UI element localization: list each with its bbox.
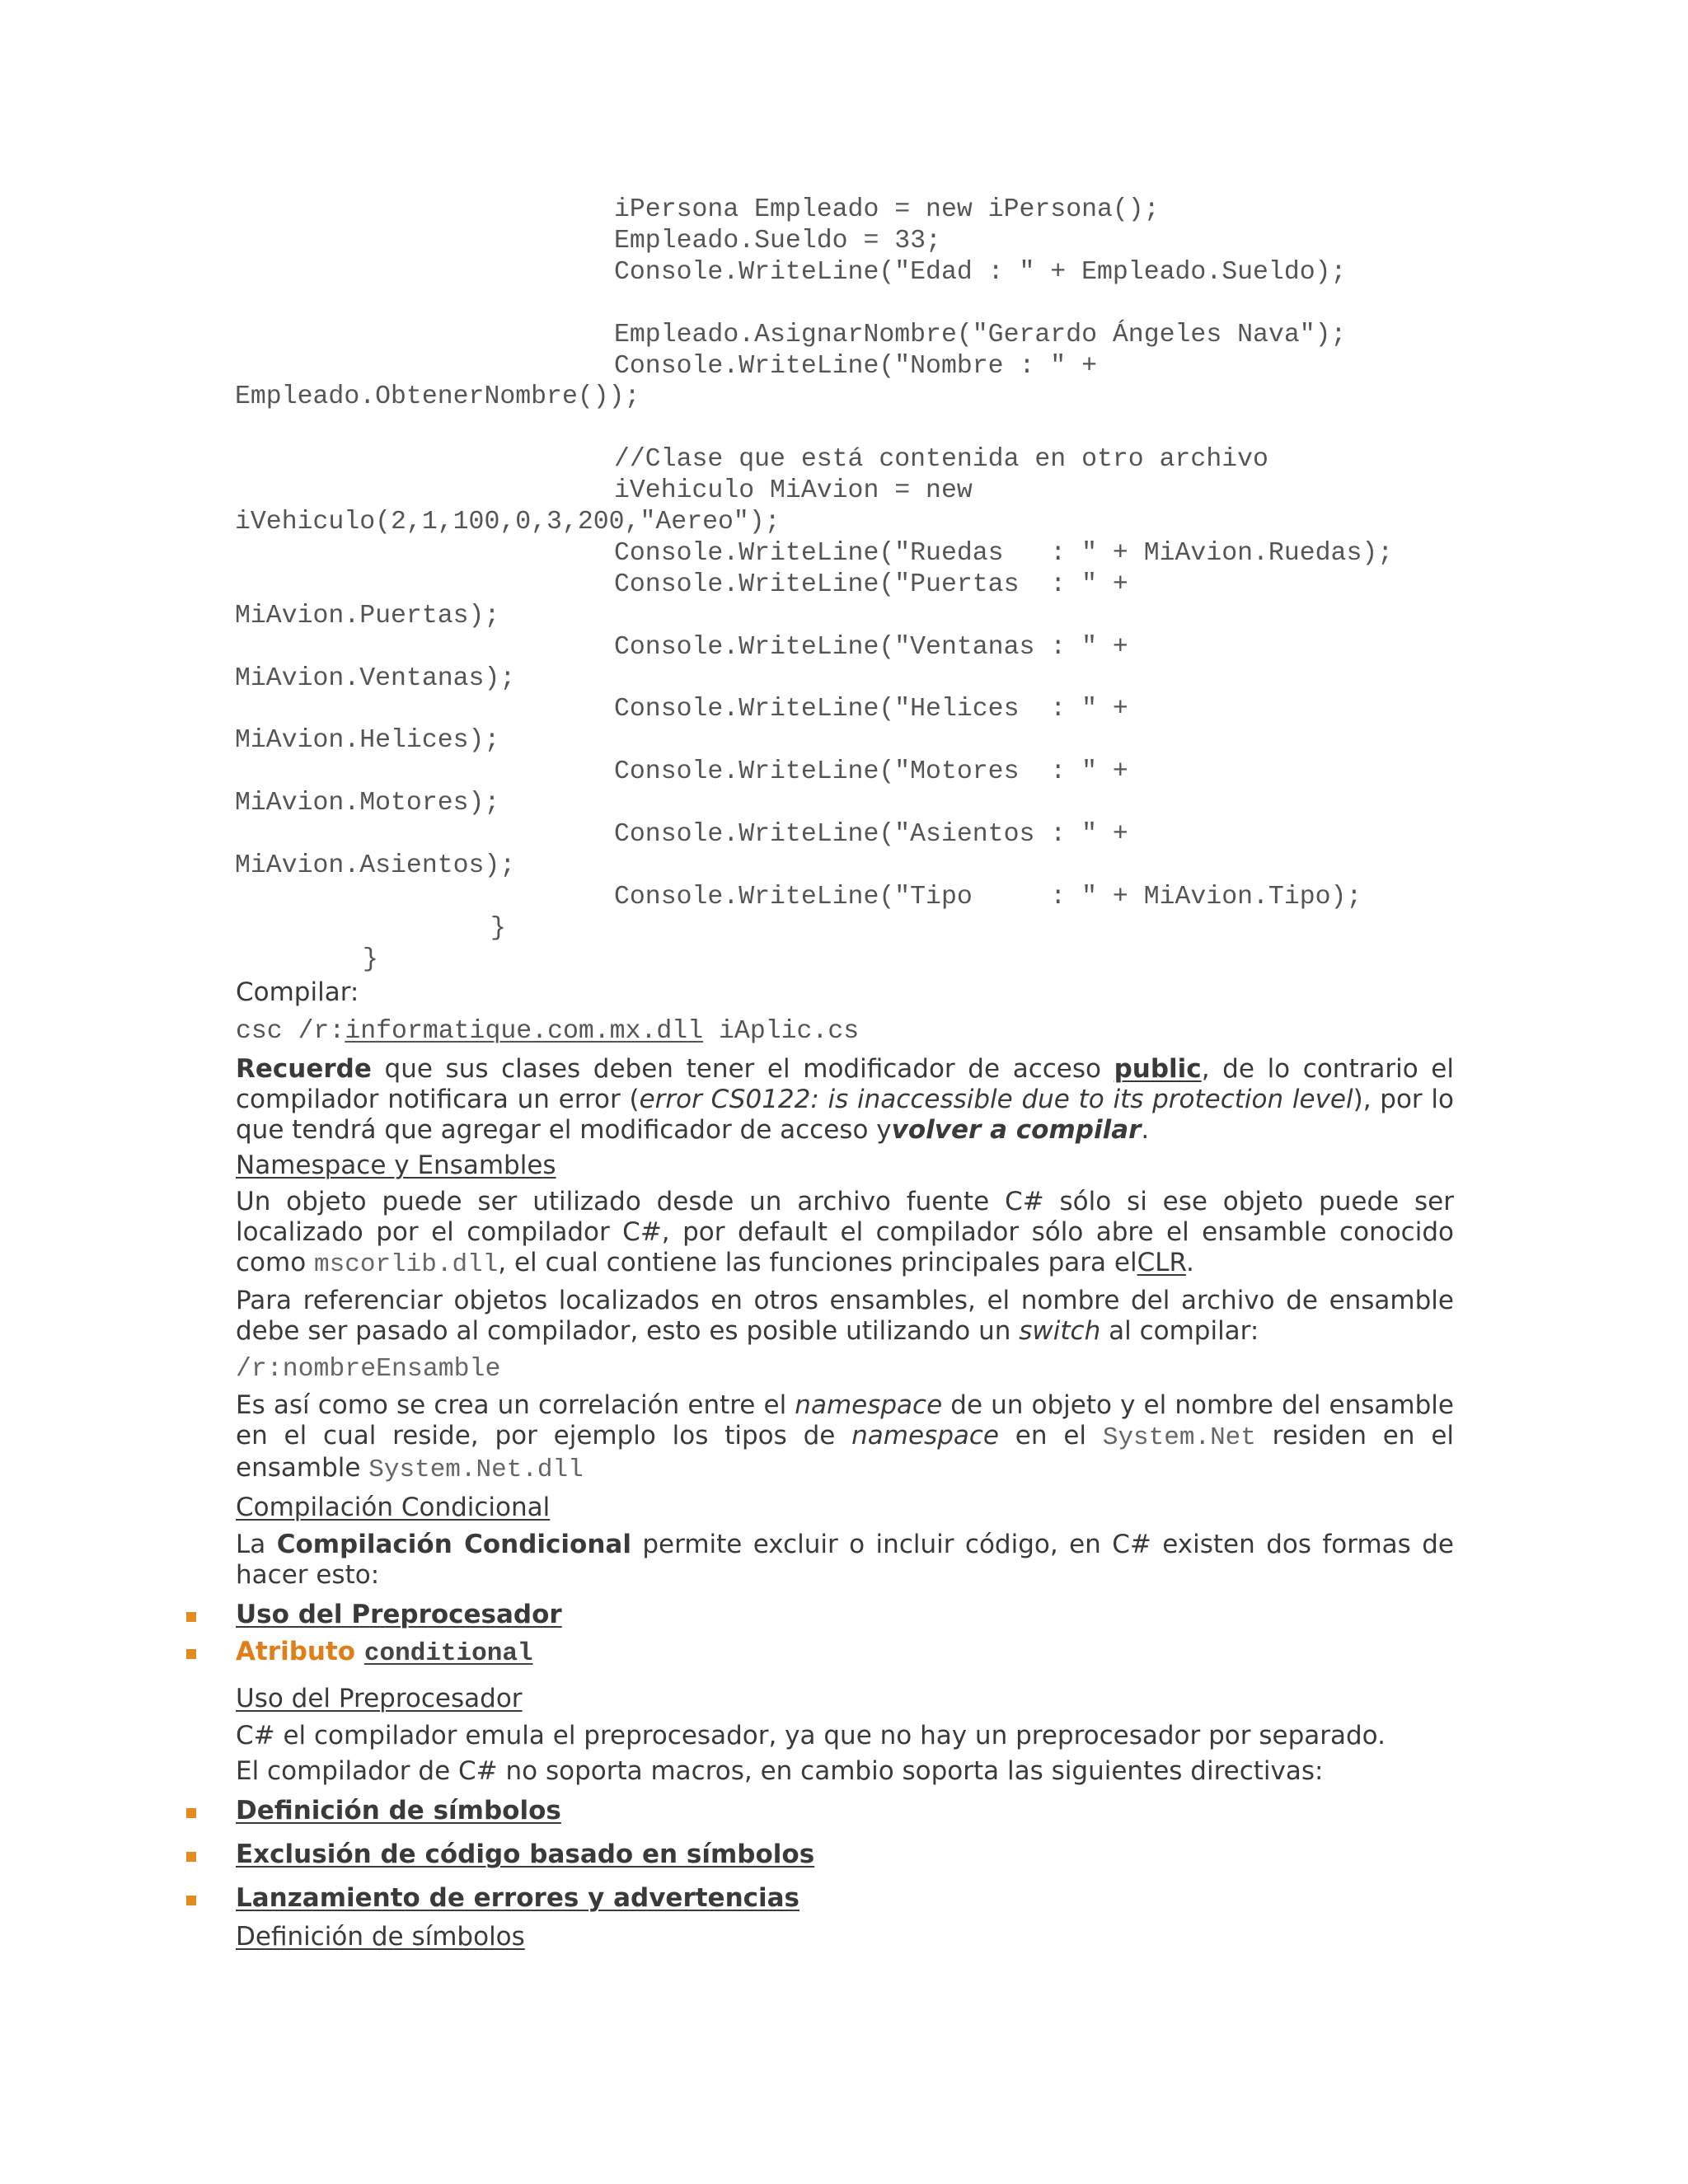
text-run: que sus clases deben tener el modificador de acceso: [371, 1054, 1114, 1084]
bullet-marker: [186, 1612, 196, 1622]
volver-compilar: volver a compilar: [891, 1115, 1142, 1145]
heading-text: Definición de símbolos: [236, 1922, 525, 1952]
cmd-prefix: csc /r:: [236, 1017, 345, 1046]
text-run: en el: [999, 1421, 1103, 1451]
text-run: , de lo contrario el compilador notificara un error (: [236, 1054, 1454, 1114]
bullet-exclusion-codigo[interactable]: [236, 1840, 814, 1870]
text-run: .: [1185, 1248, 1194, 1277]
namespace-paragraph-1: [236, 1187, 1454, 1280]
link-text: Exclusión de código basado en símbolos: [236, 1840, 815, 1869]
system-net-code: System.Net: [1102, 1423, 1256, 1452]
text-run: al compilar:: [1100, 1316, 1259, 1346]
text-run: residen en el ensamble: [236, 1421, 1455, 1483]
clr-link[interactable]: CLR: [1137, 1248, 1186, 1277]
bullet-marker: [186, 1896, 196, 1905]
code-line: Empleado.ObtenerNombre());: [235, 382, 640, 412]
system-net-dll-code: System.Net.dll: [368, 1455, 584, 1484]
dll-link[interactable]: informatique.com.mx.dll: [345, 1017, 704, 1046]
text-run: Un objeto puede ser utilizado desde un archivo fuente C# sólo si ese objeto puede ser localizado por el compilador C#, por default el compilador sólo abre el ensamble conocido como: [236, 1187, 1454, 1277]
text-run: ), por lo que tendrá que agregar el modificador de acceso y: [236, 1085, 1454, 1145]
code-line: Empleado.AsignarNombre("Gerardo Ángeles Nava");: [614, 320, 1347, 349]
code-line: Console.WriteLine("Ventanas : " +: [614, 632, 1128, 662]
text-run: .: [1141, 1115, 1150, 1145]
condicional-heading[interactable]: [236, 1493, 1454, 1523]
preprocesador-paragraph-1: C# el compilador emula el preprocesador, ya que no hay un preprocesador por separado.: [236, 1721, 1386, 1750]
text-run: de un objeto y el nombre del ensamble en el cual reside, por ejemplo los tipos de: [236, 1390, 1454, 1451]
code-line: iVehiculo(2,1,100,0,3,200,"Aereo");: [235, 508, 781, 537]
namespace-paragraph-2: [236, 1286, 1454, 1347]
text-run: Para referenciar objetos localizados en otros ensambles, el nombre del archivo de ensamble debe ser pasado al compilador, esto es posible utilizando un: [236, 1286, 1454, 1346]
atributo-label: Atributo: [236, 1637, 356, 1666]
switch-word: switch: [1019, 1316, 1101, 1346]
link-text: Definición de símbolos: [236, 1796, 561, 1825]
code-block: [235, 194, 1393, 976]
code-line: Empleado.Sueldo = 33;: [614, 226, 941, 255]
link-text: Lanzamiento de errores y advertencias: [236, 1883, 800, 1913]
preprocesador-paragraph-2: El compilador de C# no soporta macros, en cambio soporta las siguientes directivas:: [236, 1756, 1324, 1786]
code-line: //Clase que está contenida en otro archivo: [614, 445, 1268, 475]
code-line: [235, 413, 1393, 444]
code-line: }: [490, 913, 506, 943]
namespace-heading[interactable]: [236, 1151, 1454, 1181]
code-line: Console.WriteLine("Nombre : " +: [614, 351, 1097, 381]
text-run: La: [236, 1530, 277, 1559]
condicional-paragraph: [236, 1530, 1454, 1591]
code-line: Console.WriteLine("Tipo : " + MiAvion.Tipo);: [614, 882, 1362, 912]
code-line: Console.WriteLine("Motores : " +: [614, 757, 1128, 787]
heading-text: Namespace y Ensambles: [236, 1151, 556, 1180]
bullet-marker: [186, 1852, 196, 1862]
text-run: Es así como se crea un correlación entre el: [236, 1390, 795, 1420]
code-line: iVehiculo MiAvion = new: [614, 476, 973, 506]
bold-term: Compilación Condicional: [276, 1530, 631, 1559]
link-text: Uso del Preprocesador: [236, 1600, 562, 1629]
compilar-label: Compilar:: [236, 977, 359, 1007]
error-message: error CS0122: is inaccessible due to its protection level: [639, 1085, 1353, 1114]
namespace-paragraph-3: [236, 1390, 1454, 1485]
recuerde-paragraph: [236, 1054, 1454, 1146]
cmd-suffix: iAplic.cs: [703, 1017, 860, 1046]
code-line: MiAvion.Puertas);: [235, 601, 500, 630]
code-line: iPersona Empleado = new iPersona();: [614, 195, 1160, 224]
code-line: MiAvion.Motores);: [235, 789, 500, 818]
code-line: Console.WriteLine("Helices : " +: [614, 695, 1128, 724]
definicion-heading[interactable]: [236, 1922, 1454, 1952]
text-run: permite excluir o incluir código, en C# existen dos formas de hacer esto:: [236, 1530, 1454, 1590]
recuerde-bold: Recuerde: [236, 1054, 372, 1084]
code-line: Console.WriteLine("Puertas : " +: [614, 569, 1128, 599]
bullet-marker: [186, 1808, 196, 1818]
code-line: [235, 288, 1393, 320]
text-run: , el cual contiene las funciones principales para el: [498, 1248, 1137, 1277]
namespace-word: namespace: [851, 1421, 999, 1451]
code-line: MiAvion.Ventanas);: [235, 663, 516, 693]
conditional-code: conditional: [363, 1639, 533, 1668]
namespace-word: namespace: [795, 1390, 943, 1420]
code-line: }: [363, 944, 378, 974]
bullet-marker: [186, 1649, 196, 1659]
bullet-lanzamiento-errores[interactable]: [236, 1883, 799, 1914]
public-link[interactable]: public: [1114, 1054, 1202, 1084]
switch-code: /r:nombreEnsamble: [236, 1355, 501, 1384]
preprocesador-heading[interactable]: [236, 1684, 1454, 1714]
code-line: MiAvion.Helices);: [235, 726, 500, 756]
code-line: Console.WriteLine("Asientos : " +: [614, 820, 1128, 850]
bullet-definicion-simbolos[interactable]: [236, 1796, 561, 1826]
code-line: Console.WriteLine("Ruedas : " + MiAvion.Ruedas);: [614, 538, 1394, 568]
heading-text: Uso del Preprocesador: [236, 1684, 523, 1713]
bullet-uso-preprocesador[interactable]: [236, 1600, 562, 1630]
mscorlib-code: mscorlib.dll: [314, 1250, 499, 1279]
compile-command: [236, 1016, 1454, 1047]
bullet-atributo-conditional[interactable]: [236, 1637, 533, 1669]
code-line: Console.WriteLine("Edad : " + Empleado.Sueldo);: [614, 257, 1347, 287]
code-line: MiAvion.Asientos);: [235, 851, 516, 880]
heading-text: Compilación Condicional: [236, 1493, 551, 1522]
